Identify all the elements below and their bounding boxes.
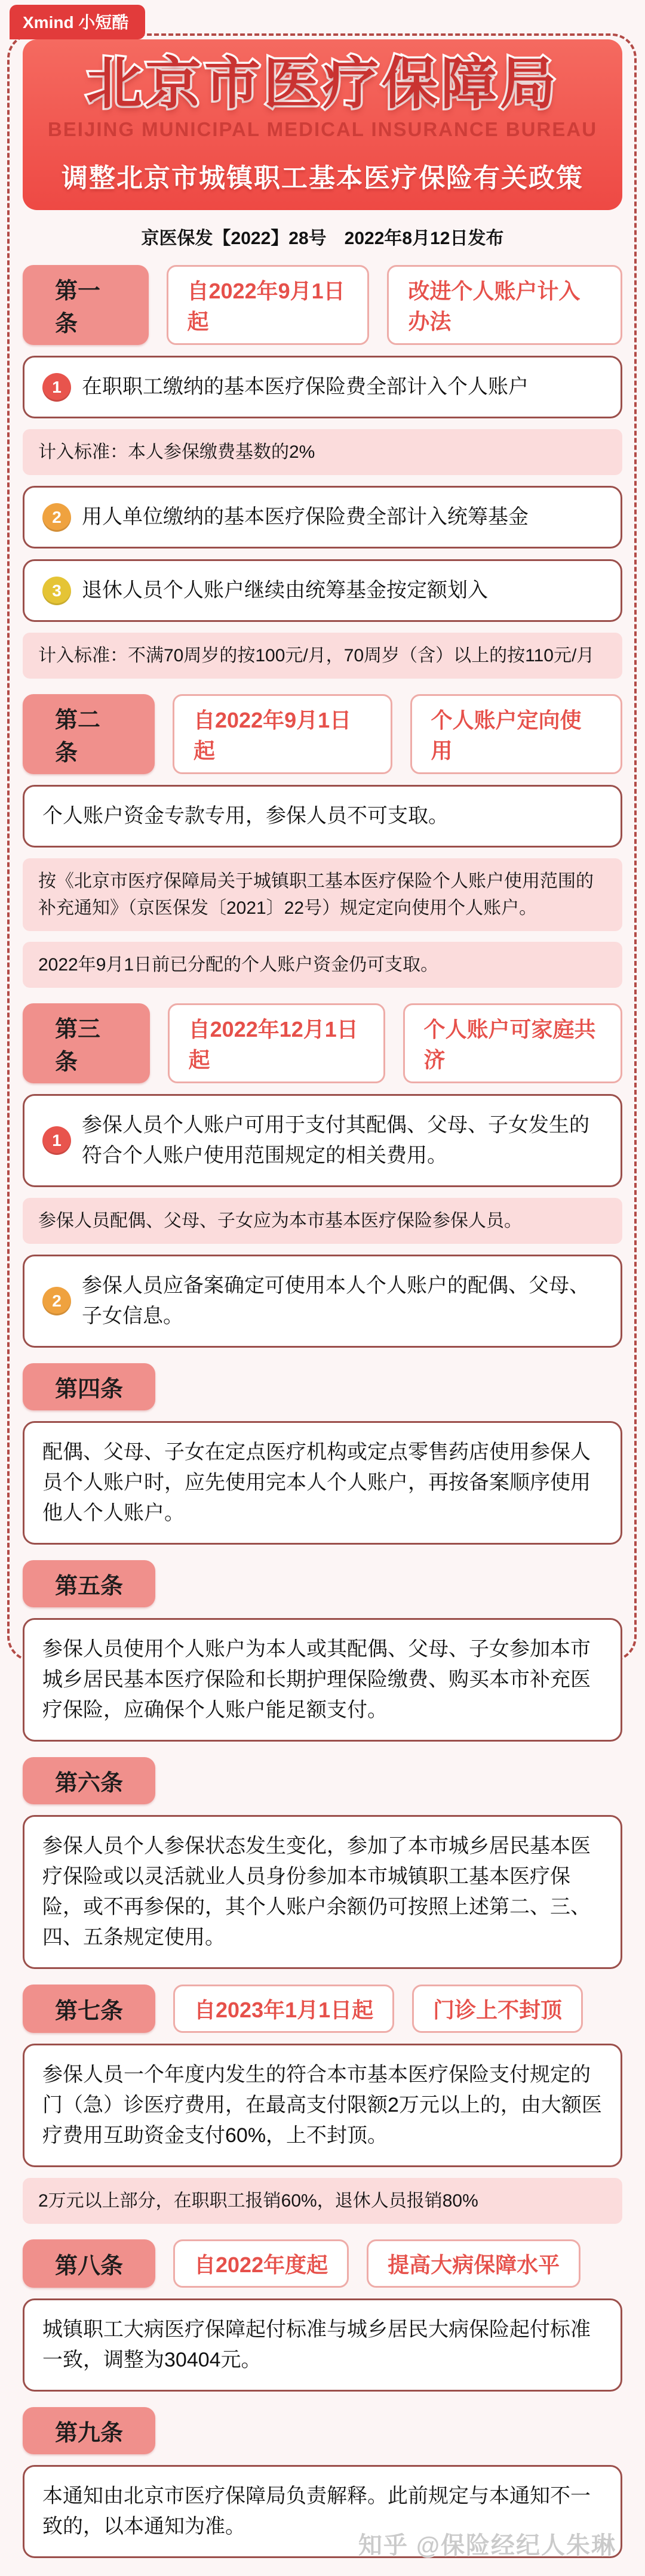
note-strip: 按《北京市医疗保障局关于城镇职工基本医疗保险个人账户使用范围的补充通知》（京医保发〔2021〕22号）规定定向使用个人账户。 [23,858,622,931]
card-text: 配偶、父母、子女在定点医疗机构或定点零售药店使用参保人员个人账户时，应先使用完本人个人账户，再按备案顺序使用他人个人账户。 [42,1441,591,1525]
section-badge: 第八条 [23,2239,155,2288]
note-strip: 参保人员配偶、父母、子女应为本市基本医疗保险参保人员。 [23,1198,622,1244]
section-badge: 第九条 [23,2407,155,2454]
policy-section [23,694,622,988]
content-card [23,486,622,549]
section-chip: 门诊上不封顶 [412,1985,583,2033]
card-text: 个人账户资金专款专用，参保人员不可支取。 [42,805,449,828]
section-header [23,2239,622,2288]
card-text: 参保人员应备案确定可使用本人个人账户的配偶、父母、子女信息。 [82,1274,589,1328]
section-header [23,1757,622,1804]
card-text: 在职职工缴纳的基本医疗保险费全部计入个人账户 [82,375,529,399]
section-header [23,1003,622,1083]
section-header [23,1560,622,1607]
section-chip: 个人账户定向使用 [410,694,622,774]
content-card [23,1255,622,1348]
content-card [23,1618,622,1742]
card-text: 退休人员个人账户继续由统筹基金按定额划入 [82,579,488,602]
section-header [23,265,622,345]
policy-section [23,265,622,679]
policy-section [23,1363,622,1545]
content-card [23,559,622,622]
watermark: 知乎 @保险经纪人朱琳 [358,2532,616,2559]
card-text: 参保人员个人参保状态发生变化，参加了本市城乡居民基本医疗保险或以灵活就业人员身份参加本市城镇职工基本医疗保险，或不再参保的，其个人账户余额仍可按照上述第二、三、四、五条规定使用。 [42,1835,591,1949]
note-strip: 计入标准：不满70周岁的按100元/月，70周岁（含）以上的按110元/月 [23,633,622,679]
policy-section [23,1560,622,1742]
policy-banner: 调整北京市城镇职工基本医疗保险有关政策 [62,164,583,193]
section-chip: 提高大病保障水平 [367,2239,580,2288]
content-card [23,785,622,848]
card-text: 本通知由北京市医疗保障局负责解释。此前规定与本通知不一致的，以本通知为准。 [42,2485,591,2538]
content-card [23,2044,622,2167]
policy-section [23,1003,622,1348]
header-banner [23,39,622,210]
content-card [23,1815,622,1969]
policy-section [23,1757,622,1969]
number-badge: 1 [42,1126,71,1155]
policy-section [23,1985,622,2224]
sections [23,265,622,2558]
section-badge: 第一条 [23,265,149,345]
card-text: 用人单位缴纳的基本医疗保险费全部计入统筹基金 [82,506,529,529]
number-badge: 2 [42,1287,71,1315]
section-badge: 第五条 [23,1560,155,1607]
card-text: 参保人员使用个人账户为本人或其配偶、父母、子女参加本市城乡居民基本医疗保险和长期护理保险缴费、购买本市补充医疗保险，应确保个人账户能足额支付。 [42,1638,591,1722]
page-subtitle-en: BEIJING MUNICIPAL MEDICAL INSURANCE BUREAU [47,118,598,141]
number-badge: 2 [42,503,71,532]
card-text: 参保人员个人账户可用于支付其配偶、父母、子女发生的符合个人账户使用范围规定的相关费用。 [82,1114,589,1167]
section-badge: 第六条 [23,1757,155,1804]
note-strip: 2022年9月1日前已分配的个人账户资金仍可支取。 [23,942,622,988]
section-chip: 自2022年9月1日起 [173,694,392,774]
section-badge: 第二条 [23,694,155,774]
content-card [23,2298,622,2392]
section-chip: 个人账户可家庭共济 [403,1003,622,1083]
number-badge: 3 [42,577,71,605]
section-badge: 第三条 [23,1003,150,1083]
card-text: 城镇职工大病医疗保障起付标准与城乡居民大病保险起付标准一致，调整为30404元。 [42,2318,591,2372]
brand-tab: Xmind 小短酷 [10,5,145,39]
section-header [23,1985,622,2033]
section-header [23,694,622,774]
section-chip: 改进个人账户计入办法 [387,265,622,345]
section-badge: 第七条 [23,1985,155,2033]
section-chip: 自2023年1月1日起 [173,1985,394,2033]
note-strip: 2万元以上部分，在职职工报销60%，退休人员报销80% [23,2178,622,2224]
section-header [23,1363,622,1410]
section-badge: 第四条 [23,1363,155,1410]
number-badge: 1 [42,373,71,402]
section-header [23,2407,622,2454]
section-chip: 自2022年9月1日起 [167,265,370,345]
page-title: 北京市医疗保障局 [85,52,559,115]
content-card [23,356,622,418]
document-number-line: 京医保发【2022】28号 2022年8月12日发布 [141,229,504,249]
section-chip: 自2022年12月1日起 [168,1003,385,1083]
content-card [23,1421,622,1545]
content-card [23,1094,622,1187]
policy-section [23,2239,622,2392]
note-strip: 计入标准：本人参保缴费基数的2% [23,429,622,475]
section-chip: 自2022年度起 [173,2239,349,2288]
card-text: 参保人员一个年度内发生的符合本市基本医疗保险支付规定的门（急）诊医疗费用，在最高支付限额2万元以上的，由大额医疗费用互助资金支付60%，上不封顶。 [42,2063,602,2147]
